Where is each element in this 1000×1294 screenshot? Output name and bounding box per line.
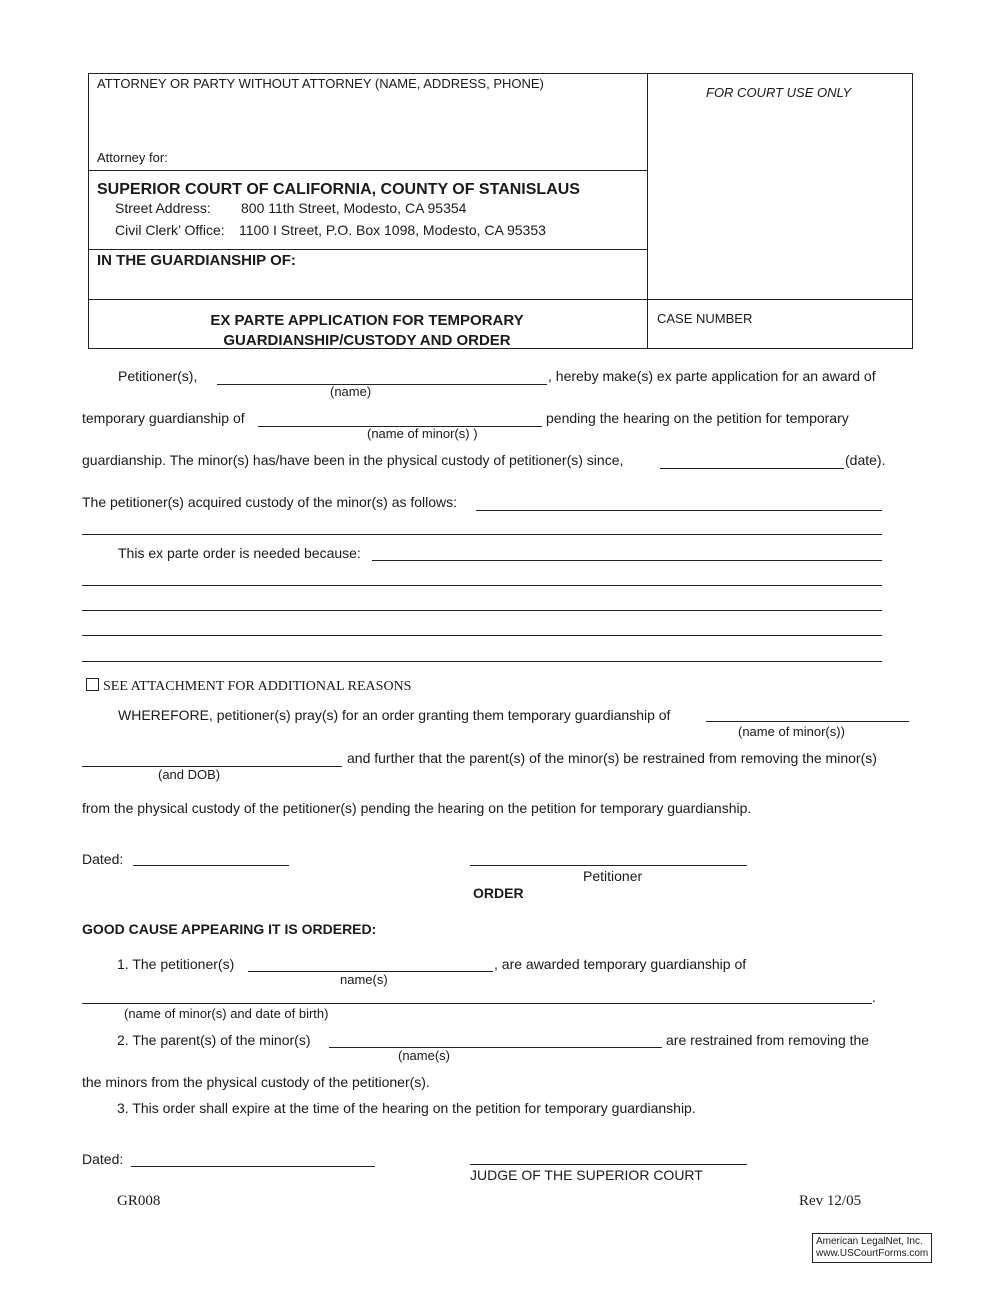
needed-because-text: This ex parte order is needed because: (118, 545, 361, 561)
restrain-text: and further that the parent(s) of the minor(s) be restrained from removing the minor(s) (347, 750, 877, 766)
box-center-divider (647, 73, 648, 349)
reason-line-4[interactable] (82, 635, 882, 636)
reason-line-5[interactable] (82, 661, 882, 662)
attachment-row[interactable] (86, 678, 411, 695)
custody-since-text: guardianship. The minor(s) has/have been in the physical custody of petitioner(s) since, (82, 452, 624, 468)
minor-text-start: temporary guardianship of (82, 410, 245, 426)
judge-signature-caption: JUDGE OF THE SUPERIOR COURT (470, 1167, 703, 1183)
petitioner-signature-caption: Petitioner (583, 868, 643, 884)
case-number-label: CASE NUMBER (657, 311, 753, 326)
publisher-stamp (812, 1233, 932, 1263)
order-item2-end: are restrained from removing the (666, 1032, 870, 1048)
order-heading: ORDER (473, 885, 524, 901)
clerk-office-value: 1100 I Street, P.O. Box 1098, Modesto, CA 95353 (239, 222, 546, 238)
judge-signature-line[interactable] (470, 1164, 747, 1165)
petitioner-text-start: Petitioner(s), (118, 368, 198, 384)
judge-dated-line[interactable] (131, 1166, 375, 1167)
petitioner-name-line[interactable] (217, 384, 547, 385)
order-item1-period: . (872, 989, 876, 1005)
order-item1-caption: name(s) (340, 972, 388, 987)
wherefore-minor-caption: (name of minor(s)) (738, 724, 845, 739)
box-left-border (88, 73, 89, 349)
order-item1-minor-line[interactable] (82, 1003, 872, 1004)
order-item2-start: 2. The parent(s) of the minor(s) (117, 1032, 311, 1048)
reason-line-3[interactable] (82, 610, 882, 611)
court-use-label: FOR COURT USE ONLY (706, 85, 852, 100)
acquired-custody-text: The petitioner(s) acquired custody of the minor(s) as follows: (82, 494, 458, 510)
wherefore-text: WHEREFORE, petitioner(s) pray(s) for an order granting them temporary guardianship of (118, 707, 671, 723)
petitioner-dated-line[interactable] (133, 865, 289, 866)
box-top-border (88, 73, 913, 74)
good-cause-heading: GOOD CAUSE APPEARING IT IS ORDERED: (82, 921, 377, 937)
street-address-value: 800 11th Street, Modesto, CA 95354 (241, 200, 467, 216)
order-item1-start: 1. The petitioner(s) (117, 956, 235, 972)
acquired-custody-line-1[interactable] (476, 510, 882, 511)
court-title: SUPERIOR COURT OF CALIFORNIA, COUNTY OF STANISLAUS (97, 181, 580, 198)
reason-line-1[interactable] (372, 560, 882, 561)
box-right-border (912, 73, 913, 349)
minor-name-caption: (name of minor(s) ) (367, 426, 478, 441)
form-title-line1: EX PARTE APPLICATION FOR TEMPORARY (210, 312, 524, 329)
order-item2-name-line[interactable] (329, 1047, 662, 1048)
revision-date: Rev 12/05 (799, 1193, 862, 1209)
attorney-for-label: Attorney for: (97, 150, 168, 165)
attachment-label: SEE ATTACHMENT FOR ADDITIONAL REASONS (103, 679, 412, 694)
custody-date-line[interactable] (660, 468, 844, 469)
guardianship-of-label: IN THE GUARDIANSHIP OF: (97, 252, 296, 269)
minor-text-end: pending the hearing on the petition for temporary (546, 410, 849, 426)
street-address-label: Street Address: (115, 200, 211, 216)
attorney-label: ATTORNEY OR PARTY WITHOUT ATTORNEY (NAME, ADDRESS, PHONE) (97, 76, 544, 91)
minor-dob-caption: (and DOB) (158, 767, 221, 782)
divider-title (88, 299, 913, 300)
form-title-line2: GUARDIANSHIP/CUSTODY AND ORDER (223, 332, 511, 349)
form-code: GR008 (117, 1193, 161, 1209)
order-item2-caption: (name(s) (398, 1048, 451, 1063)
publisher-name: American LegalNet, Inc. (816, 1236, 923, 1247)
custody-date-suffix: (date). (845, 452, 886, 468)
divider-attorney (88, 170, 647, 171)
custody-pending-text: from the physical custody of the petitioner(s) pending the hearing on the petition for temporary guardianship. (82, 800, 752, 816)
petitioner-name-caption: (name) (330, 384, 372, 399)
divider-court (88, 249, 647, 250)
order-item1-caption2: (name of minor(s) and date of birth) (124, 1006, 329, 1021)
petitioner-dated-label: Dated: (82, 851, 124, 867)
clerk-office-label: Civil Clerk’ Office: (115, 222, 225, 238)
order-item2-continued: the minors from the physical custody of the petitioner(s). (82, 1074, 430, 1090)
acquired-custody-line-2[interactable] (82, 534, 882, 535)
publisher-url[interactable]: www.USCourtForms.com (816, 1248, 929, 1259)
order-item3: 3. This order shall expire at the time of the hearing on the petition for temporary guardianship. (117, 1100, 696, 1116)
reason-line-2[interactable] (82, 585, 882, 586)
petitioner-signature-line[interactable] (470, 865, 747, 866)
wherefore-minor-line[interactable] (706, 721, 909, 722)
order-item1-end: , are awarded temporary guardianship of (494, 956, 747, 972)
petitioner-text-end: , hereby make(s) ex parte application for an award of (548, 368, 876, 384)
attachment-checkbox[interactable] (86, 678, 99, 691)
judge-dated-label: Dated: (82, 1151, 124, 1167)
